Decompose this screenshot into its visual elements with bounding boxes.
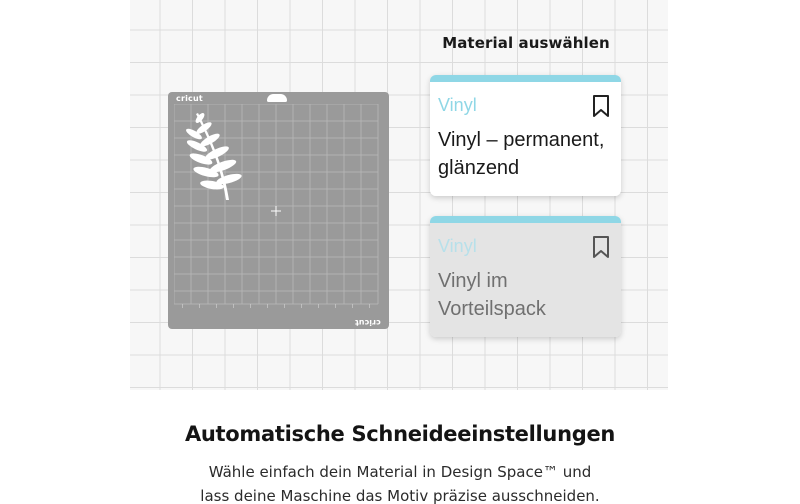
feature-description-line: Wähle einfach dein Material in Design Space™ und xyxy=(208,463,592,481)
feature-heading: Automatische Schneideeinstellungen xyxy=(184,422,616,446)
fern-motif xyxy=(185,112,243,200)
mat-cutting-area xyxy=(174,104,381,314)
card-title xyxy=(438,267,613,323)
card-body xyxy=(430,82,621,196)
material-card-vinyl-permanent[interactable] xyxy=(430,75,621,196)
card-title-line: Vinyl im xyxy=(438,270,508,292)
card-category: Vinyl xyxy=(438,95,477,115)
card-accent-stripe xyxy=(430,216,621,223)
cutting-mat xyxy=(168,92,389,329)
card-title xyxy=(438,126,613,182)
mat-tab xyxy=(267,94,287,102)
material-card-vinyl-vorteilspack[interactable] xyxy=(430,216,621,337)
mat-grid xyxy=(174,104,381,314)
material-select-heading: Material auswählen xyxy=(442,34,610,52)
feature-description-line: lass deine Maschine das Motiv präzise ausschneiden. xyxy=(200,487,600,504)
bookmark-icon[interactable] xyxy=(591,235,611,259)
feature-description xyxy=(150,460,650,504)
card-title-line: Vinyl – permanent, xyxy=(438,129,605,151)
card-body xyxy=(430,223,621,337)
illustration-panel xyxy=(130,0,668,390)
bookmark-icon[interactable] xyxy=(591,94,611,118)
card-accent-stripe xyxy=(430,75,621,82)
mat-brand-logo-flipped: cricut xyxy=(355,318,381,327)
card-category: Vinyl xyxy=(438,236,477,256)
card-title-line: glänzend xyxy=(438,157,520,179)
mat-brand-logo: cricut xyxy=(176,94,203,103)
card-title-line: Vorteilspack xyxy=(438,298,546,320)
